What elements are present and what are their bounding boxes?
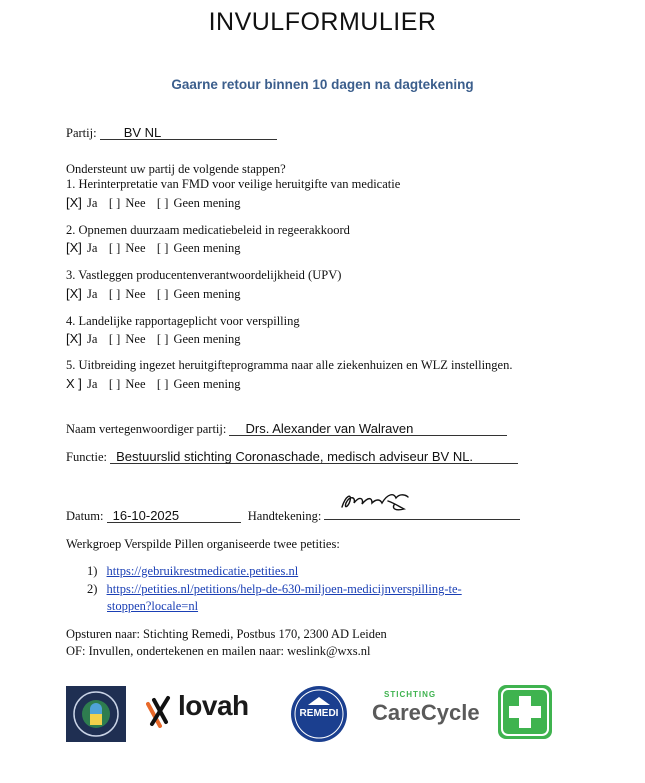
petition-1-link[interactable]: https://gebruikrestmedicatie.petities.nl (106, 564, 299, 578)
question-2-text: 2. Opnemen duurzaam medicatiebeleid in regeerakkoord (66, 223, 350, 237)
remedi-logo-text: REMEDI (299, 708, 339, 719)
question-5-options (66, 376, 242, 392)
send-to-address: Opsturen naar: Stichting Remedi, Postbus 170, 2300 AD Leiden (66, 627, 387, 641)
question-1-text: 1. Herinterpretatie van FMD voor veilige heruitgifte van medicatie (66, 177, 401, 191)
question-3-options (66, 286, 242, 302)
lovah-mark-icon (146, 694, 174, 728)
q3-yes-label: Ja (87, 287, 98, 301)
q3-none-label: Geen mening (173, 287, 241, 301)
q1-no-label: Nee (125, 196, 146, 210)
function-value: Bestuurslid stichting Coronaschade, medisch adviseur BV NL. (116, 449, 474, 464)
carecycle-cross-icon (497, 684, 553, 740)
q5-none-checkbox[interactable]: [ ] (156, 377, 169, 391)
date-value: 16-10-2025 (112, 508, 180, 523)
q3-yes-checkbox[interactable]: [X] (66, 286, 82, 301)
question-1-options (66, 195, 242, 211)
petition-1 (87, 564, 298, 579)
q3-none-checkbox[interactable]: [ ] (156, 287, 169, 301)
q2-no-checkbox[interactable]: [ ] (108, 241, 121, 255)
q1-yes-label: Ja (87, 196, 98, 210)
petitions-intro: Werkgroep Verspilde Pillen organiseerde twee petities: (66, 537, 340, 551)
party-field[interactable] (100, 126, 277, 140)
date-row (66, 506, 520, 524)
question-2-options (66, 240, 242, 256)
q3-no-checkbox[interactable]: [ ] (108, 287, 121, 301)
q4-none-checkbox[interactable]: [ ] (156, 332, 169, 346)
question-3-text: 3. Vastleggen producentenverantwoordelijkheid (UPV) (66, 268, 342, 282)
petition-2 (87, 582, 462, 597)
date-label: Datum: (66, 509, 104, 523)
party-label: Partij: (66, 126, 97, 140)
q5-no-checkbox[interactable]: [ ] (108, 377, 121, 391)
q3-no-label: Nee (125, 287, 146, 301)
party-row (66, 126, 277, 141)
q1-no-checkbox[interactable]: [ ] (108, 196, 121, 210)
q5-no-label: Nee (125, 377, 146, 391)
party-value: BV NL (123, 125, 162, 140)
question-intro: Ondersteunt uw partij de volgende stappen? (66, 162, 286, 176)
q4-yes-checkbox[interactable]: [X] (66, 331, 82, 346)
carecycle-tagline: STICHTING (384, 690, 437, 699)
q2-yes-checkbox[interactable]: [X] (66, 240, 82, 255)
q2-no-label: Nee (125, 241, 146, 255)
q5-yes-checkbox[interactable]: X ] (66, 376, 82, 391)
handwritten-signature (338, 489, 414, 515)
petition-1-number: 1) (87, 564, 98, 578)
representative-field[interactable] (229, 422, 507, 436)
q4-yes-label: Ja (87, 332, 98, 346)
representative-value: Drs. Alexander van Walraven (245, 421, 414, 436)
function-field[interactable] (110, 450, 518, 464)
function-label: Functie: (66, 450, 107, 464)
form-title: INVULFORMULIER (208, 8, 437, 36)
q2-yes-label: Ja (87, 241, 98, 255)
q4-no-label: Nee (125, 332, 146, 346)
representative-label: Naam vertegenwoordiger partij: (66, 422, 227, 436)
petition-2-link[interactable]: https://petities.nl/petitions/help-de-630-miljoen-medicijnverspilling-te- (106, 582, 462, 596)
representative-row (66, 422, 507, 437)
form-subtitle: Gaarne retour binnen 10 dagen na dagtekening (171, 77, 474, 92)
petition-2-continued (107, 599, 198, 614)
signature-label: Handtekening: (247, 509, 322, 523)
petition-2-number: 2) (87, 582, 98, 596)
q1-none-checkbox[interactable]: [ ] (156, 196, 169, 210)
or-mail-instruction: OF: Invullen, ondertekenen en mailen naar: weslink@wxs.nl (66, 644, 371, 658)
date-field[interactable] (107, 509, 241, 523)
lovah-logo-text: lovah (178, 690, 249, 721)
question-5-text: 5. Uitbreiding ingezet heruitgifteprogramma naar alle ziekenhuizen en WLZ instellingen. (66, 358, 513, 372)
carecycle-logo-text: CareCycle (372, 700, 480, 725)
q1-yes-checkbox[interactable]: [X] (66, 195, 82, 210)
function-row (66, 450, 518, 465)
q5-yes-label: Ja (87, 377, 98, 391)
q2-none-label: Geen mening (173, 241, 241, 255)
q4-no-checkbox[interactable]: [ ] (108, 332, 121, 346)
q1-none-label: Geen mening (173, 196, 241, 210)
question-4-options (66, 331, 242, 347)
q5-none-label: Geen mening (173, 377, 241, 391)
q2-none-checkbox[interactable]: [ ] (156, 241, 169, 255)
question-4-text: 4. Landelijke rapportageplicht voor verspilling (66, 314, 300, 328)
petition-2-link-continued[interactable]: stoppen?locale=nl (107, 599, 199, 613)
verspilde-pillen-badge-logo (66, 686, 126, 742)
q4-none-label: Geen mening (173, 332, 241, 346)
